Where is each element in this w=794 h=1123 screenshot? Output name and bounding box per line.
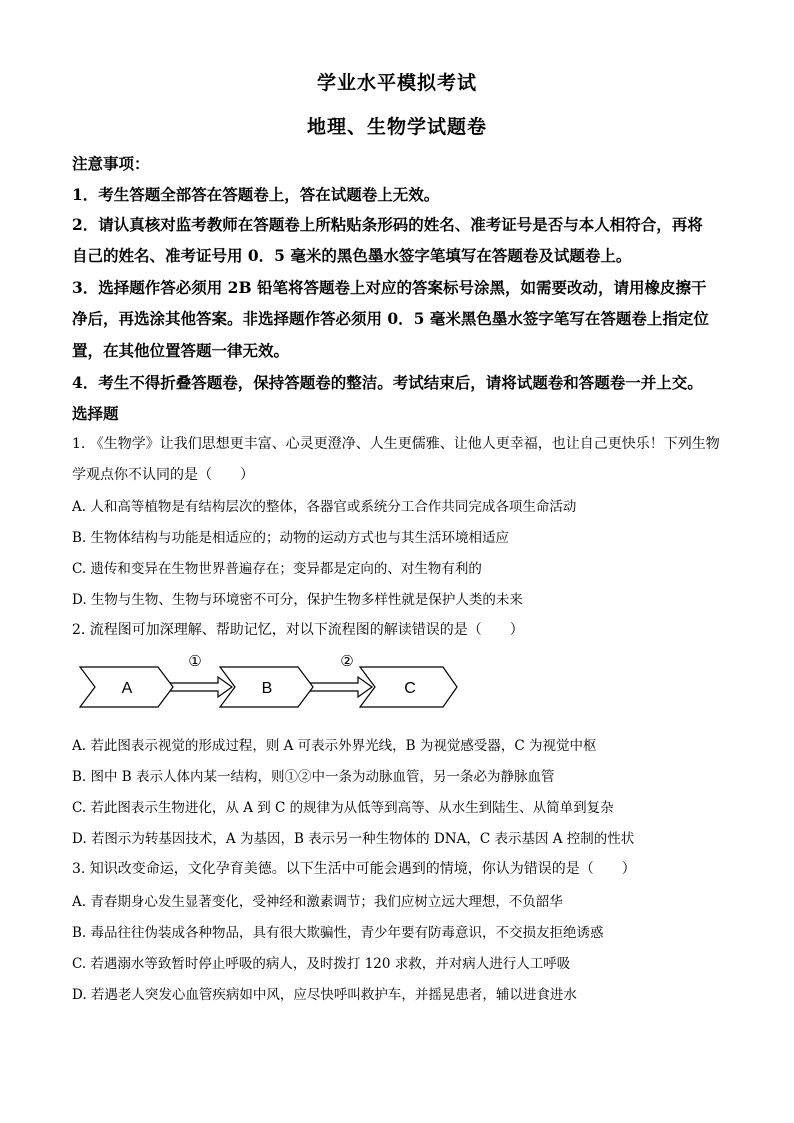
flow-label-a: A <box>121 680 133 697</box>
q1-stem-line-1: 1. 《生物学》让我们思想更丰富、心灵更澄净、人生更儒雅、让他人更幸福，也让自己更快乐！下列生物 <box>72 436 720 452</box>
notice-item-1: 1．考生答题全部答在答题卷上，答在试题卷上无效。 <box>72 185 440 204</box>
q3-option-b: B. 毒品往往伪装成各种物品，具有很大欺骗性，青少年要有防毒意识，不交损友拒绝诱惑 <box>72 925 604 941</box>
q2-option-b: B. 图中 B 表示人体内某一结构，则①②中一条为动脉血管，另一条必为静脉血管 <box>72 769 555 785</box>
q2-option-c: C. 若此图表示生物进化，从 A 到 C 的规律为从低等到高等、从水生到陆生、从简单到复杂 <box>72 800 614 816</box>
flow-arrow-1 <box>170 677 232 697</box>
q2-stem: 2. 流程图可加深理解、帮助记忆，对以下流程图的解读错误的是（ ） <box>72 622 524 638</box>
flow-arrow-2-label: ② <box>340 652 354 670</box>
q1-stem-line-2: 学观点你不认同的是（ ） <box>72 467 254 483</box>
q1-option-b: B. 生物体结构与功能是相适应的；动物的运动方式也与其生活环境相适应 <box>72 530 510 546</box>
flow-diagram <box>78 652 458 712</box>
page-subtitle: 地理、生物学试题卷 <box>306 116 487 138</box>
q3-option-d: D. 若遇老人突发心血管疾病如中风，应尽快呼叫救护车，并摇晃患者，辅以进食进水 <box>72 987 577 1003</box>
q2-option-d: D. 若图示为转基因技术，A 为基因，B 表示另一种生物体的 DNA，C 表示基因 A 控制的性状 <box>72 831 635 847</box>
flow-label-b: B <box>261 680 273 697</box>
notice-heading: 注意事项： <box>72 154 150 173</box>
page-title: 学业水平模拟考试 <box>316 72 477 94</box>
flow-arrow-1-label: ① <box>188 652 202 670</box>
section-label: 选择题 <box>72 404 119 423</box>
notice-item-3-line-1: 3．选择题作答必须用 2B 铅笔将答题卷上对应的答案标号涂黑，如需要改动，请用橡皮擦干 <box>72 278 707 297</box>
flow-label-c: C <box>404 680 416 697</box>
q1-option-d: D. 生物与生物、生物与环境密不可分，保护生物多样性就是保护人类的未来 <box>72 592 523 608</box>
q2-option-a: A. 若此图表示视觉的形成过程，则 A 可表示外界光线，B 为视觉感受器，C 为视觉中枢 <box>72 738 597 754</box>
notice-item-2-line-2: 自己的姓名、准考证号用 0．5 毫米的黑色墨水签字笔填写在答题卷及试题卷上。 <box>72 246 632 265</box>
notice-item-3-line-3: 置，在其他位置答题一律无效。 <box>72 341 290 360</box>
flow-arrow-2 <box>310 677 372 697</box>
q1-option-c: C. 遗传和变异在生物世界普遍存在；变异都是定向的、对生物有利的 <box>72 561 482 577</box>
q3-option-a: A. 青春期身心发生显著变化，受神经和激素调节；我们应树立远大理想，不负韶华 <box>72 894 563 910</box>
notice-item-2-line-1: 2．请认真核对监考教师在答题卷上所粘贴条形码的姓名、准考证号是否与本人相符合，再将 <box>72 215 703 234</box>
q3-stem: 3. 知识改变命运，文化孕育美德。以下生活中可能会遇到的情境，你认为错误的是（ ） <box>72 861 636 877</box>
q1-option-a: A. 人和高等植物是有结构层次的整体，各器官或系统分工合作共同完成各项生命活动 <box>72 499 577 515</box>
notice-item-4: 4．考生不得折叠答题卷，保持答题卷的整洁。考试结束后，请将试题卷和答题卷一并上交。 <box>72 373 703 392</box>
q3-option-c: C. 若遇溺水等致暂时停止呼吸的病人，及时拨打 120 求救，并对病人进行人工呼吸 <box>72 956 571 972</box>
notice-item-3-line-2: 净后，再选涂其他答案。非选择题作答必须用 0．5 毫米黑色墨水签字笔写在答题卷上指定位 <box>72 309 709 328</box>
